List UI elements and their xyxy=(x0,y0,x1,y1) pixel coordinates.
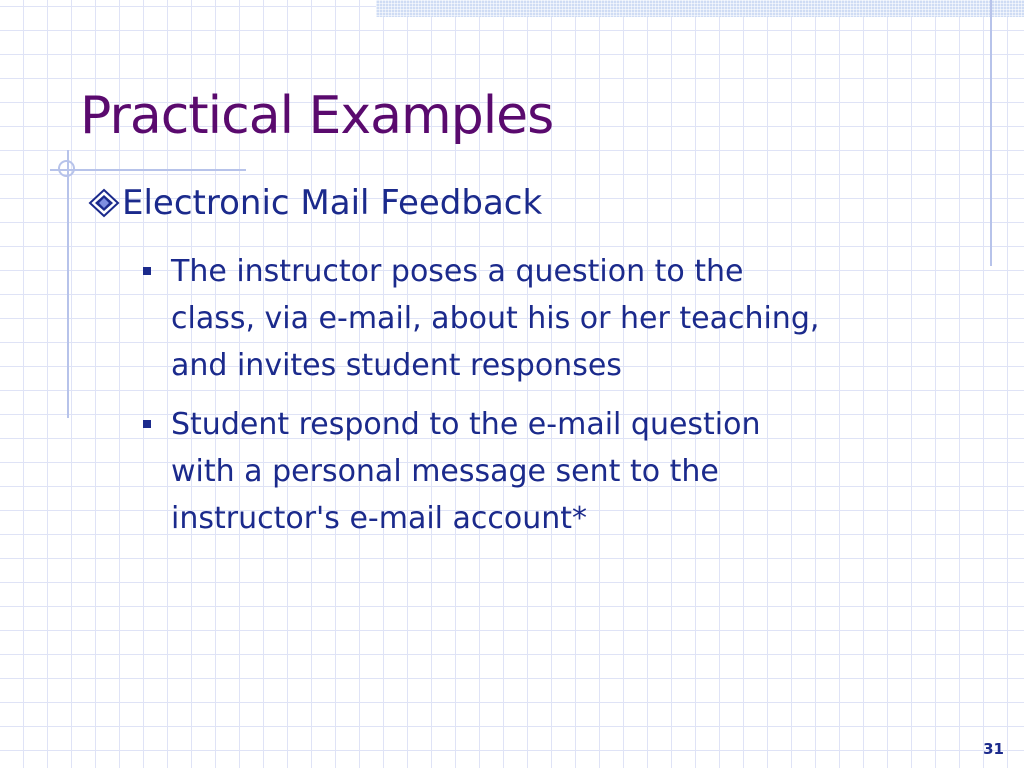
main-bullet-text: Electronic Mail Feedback xyxy=(122,183,543,223)
sub-bullet-line: The instructor poses a question to the xyxy=(171,254,744,289)
diamond-bullet-icon xyxy=(86,182,122,224)
sub-bullet-line: class, via e-mail, about his or her teaching, xyxy=(171,301,820,336)
sub-bullet-item xyxy=(140,248,980,389)
sub-bullet-item xyxy=(140,401,980,542)
sub-bullet-line: instructor's e-mail account* xyxy=(171,501,588,536)
left-vertical-rule xyxy=(67,150,69,418)
square-bullet-icon xyxy=(143,420,151,428)
right-vertical-rule xyxy=(990,0,992,266)
corner-circle-ornament xyxy=(58,160,75,177)
slide-title: Practical Examples xyxy=(80,86,554,146)
sub-bullet-line: and invites student responses xyxy=(171,348,622,383)
top-decorative-band xyxy=(376,0,1024,17)
sub-bullet-list xyxy=(140,248,980,554)
main-bullet xyxy=(86,182,542,224)
square-bullet-icon xyxy=(143,267,151,275)
slide-number: 31 xyxy=(983,740,1004,758)
sub-bullet-line: Student respond to the e-mail question xyxy=(171,407,761,442)
sub-bullet-line: with a personal message sent to the xyxy=(171,454,719,489)
title-underline-rule xyxy=(50,169,246,171)
